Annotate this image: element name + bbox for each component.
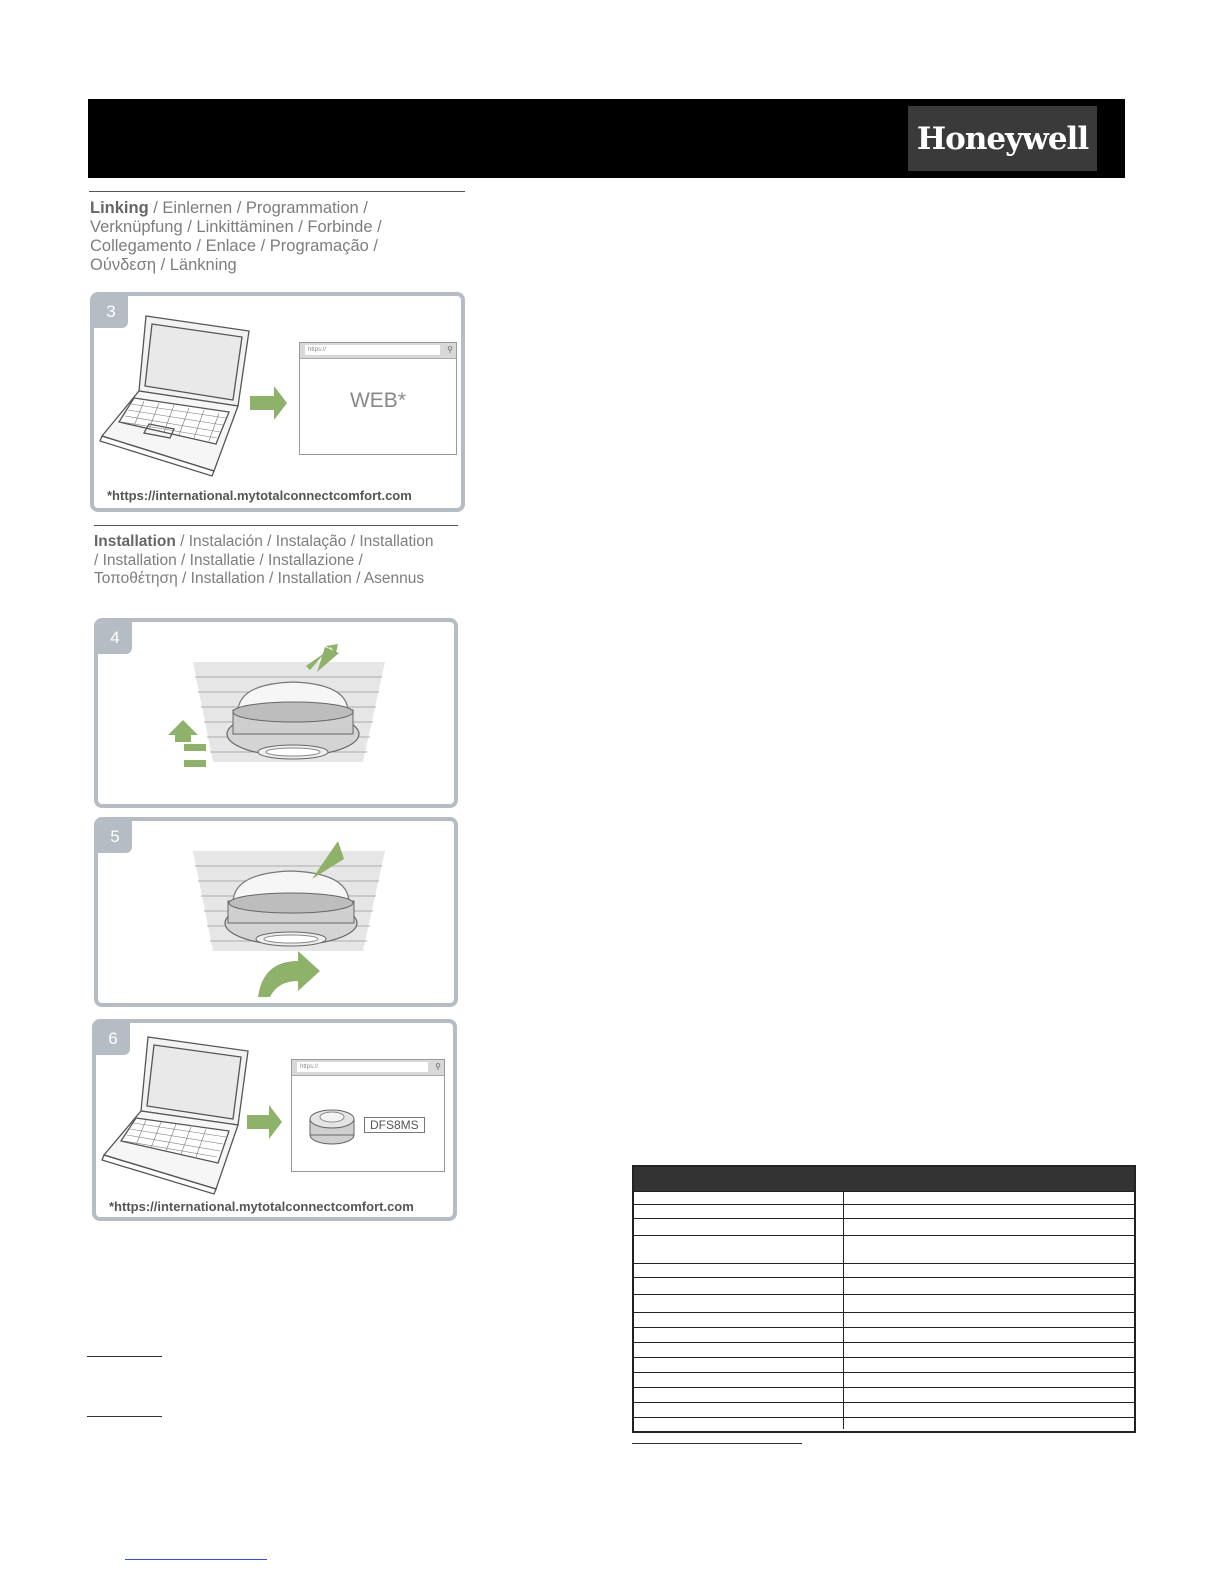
table-row xyxy=(634,1417,1134,1429)
table-row xyxy=(634,1402,1134,1417)
linking-line2: Verknüpfung / Linkittäminen / Forbinde / xyxy=(90,218,382,236)
browser-toolbar xyxy=(300,343,456,359)
linking-rule xyxy=(89,191,465,192)
step-3-panel xyxy=(90,292,465,512)
linking-line1: / Einlernen / Programmation / xyxy=(148,199,368,217)
browser-url-field: https:// xyxy=(305,345,440,355)
table-row xyxy=(634,1191,1134,1204)
detector-mount-illustration xyxy=(98,622,458,808)
linking-line3: Collegamento / Enlace / Programação / xyxy=(90,237,378,255)
step-4-number: 4 xyxy=(98,622,132,654)
installation-line3: Τοποθέτηση / Installation / Installation / Asennus xyxy=(94,570,425,587)
table-row xyxy=(634,1312,1134,1327)
arrow-right-icon xyxy=(250,386,287,420)
step-5-panel xyxy=(94,817,458,1007)
step-6-number: 6 xyxy=(96,1023,130,1055)
browser-window xyxy=(299,342,457,455)
web-label: WEB* xyxy=(349,389,406,412)
detector-twist-illustration xyxy=(98,821,458,1007)
model-label: DFS8MS xyxy=(364,1117,425,1133)
step-3-url-note: *https://international.mytotalconnectcomfort.com xyxy=(107,488,412,503)
step-5-number: 5 xyxy=(98,821,132,853)
linking-title: Linking xyxy=(90,199,149,217)
step-6-panel xyxy=(92,1019,457,1221)
installation-line2: / Installation / Installatie / Installazione / xyxy=(94,551,363,569)
installation-line1: / Instalación / Instalação / Installation xyxy=(175,533,434,550)
honeywell-logo xyxy=(908,106,1097,171)
table-row xyxy=(634,1372,1134,1387)
arrow-right-icon xyxy=(247,1105,282,1139)
step-4-panel xyxy=(94,618,458,808)
table-row xyxy=(634,1218,1134,1235)
table-row xyxy=(634,1327,1134,1342)
browser-toolbar xyxy=(292,1060,444,1076)
logo-text: Honeywell xyxy=(916,120,1089,157)
footnote-rule-2 xyxy=(87,1416,162,1417)
table-row xyxy=(634,1342,1134,1357)
linking-languages xyxy=(90,199,470,275)
step-6-url-note: *https://international.mytotalconnectcomfort.com xyxy=(109,1199,414,1214)
installation-title: Installation xyxy=(94,533,176,550)
footnote-rule-1 xyxy=(87,1356,162,1357)
table-row xyxy=(634,1235,1134,1263)
installation-rule xyxy=(94,525,458,526)
header-bar xyxy=(88,99,1125,178)
table-row xyxy=(634,1387,1134,1402)
spec-table xyxy=(632,1165,1136,1433)
browser-url-field: https:// xyxy=(297,1062,428,1072)
search-icon: ⚲ xyxy=(435,1062,441,1071)
table-row xyxy=(634,1263,1134,1277)
arrow-up-icon xyxy=(168,720,206,767)
table-footnote-rule xyxy=(632,1443,802,1444)
step-3-number: 3 xyxy=(94,296,128,328)
table-row xyxy=(634,1204,1134,1218)
search-icon: ⚲ xyxy=(447,345,453,354)
browser-window xyxy=(291,1059,445,1172)
link-underline[interactable] xyxy=(125,1559,267,1560)
rotate-arrow-icon xyxy=(258,951,320,997)
table-row xyxy=(634,1277,1134,1294)
table-row xyxy=(634,1357,1134,1372)
linking-line4: Ούνδεση / Länkning xyxy=(90,256,237,274)
installation-languages xyxy=(94,533,474,589)
table-row xyxy=(634,1294,1134,1312)
spec-table-header xyxy=(634,1167,1134,1191)
